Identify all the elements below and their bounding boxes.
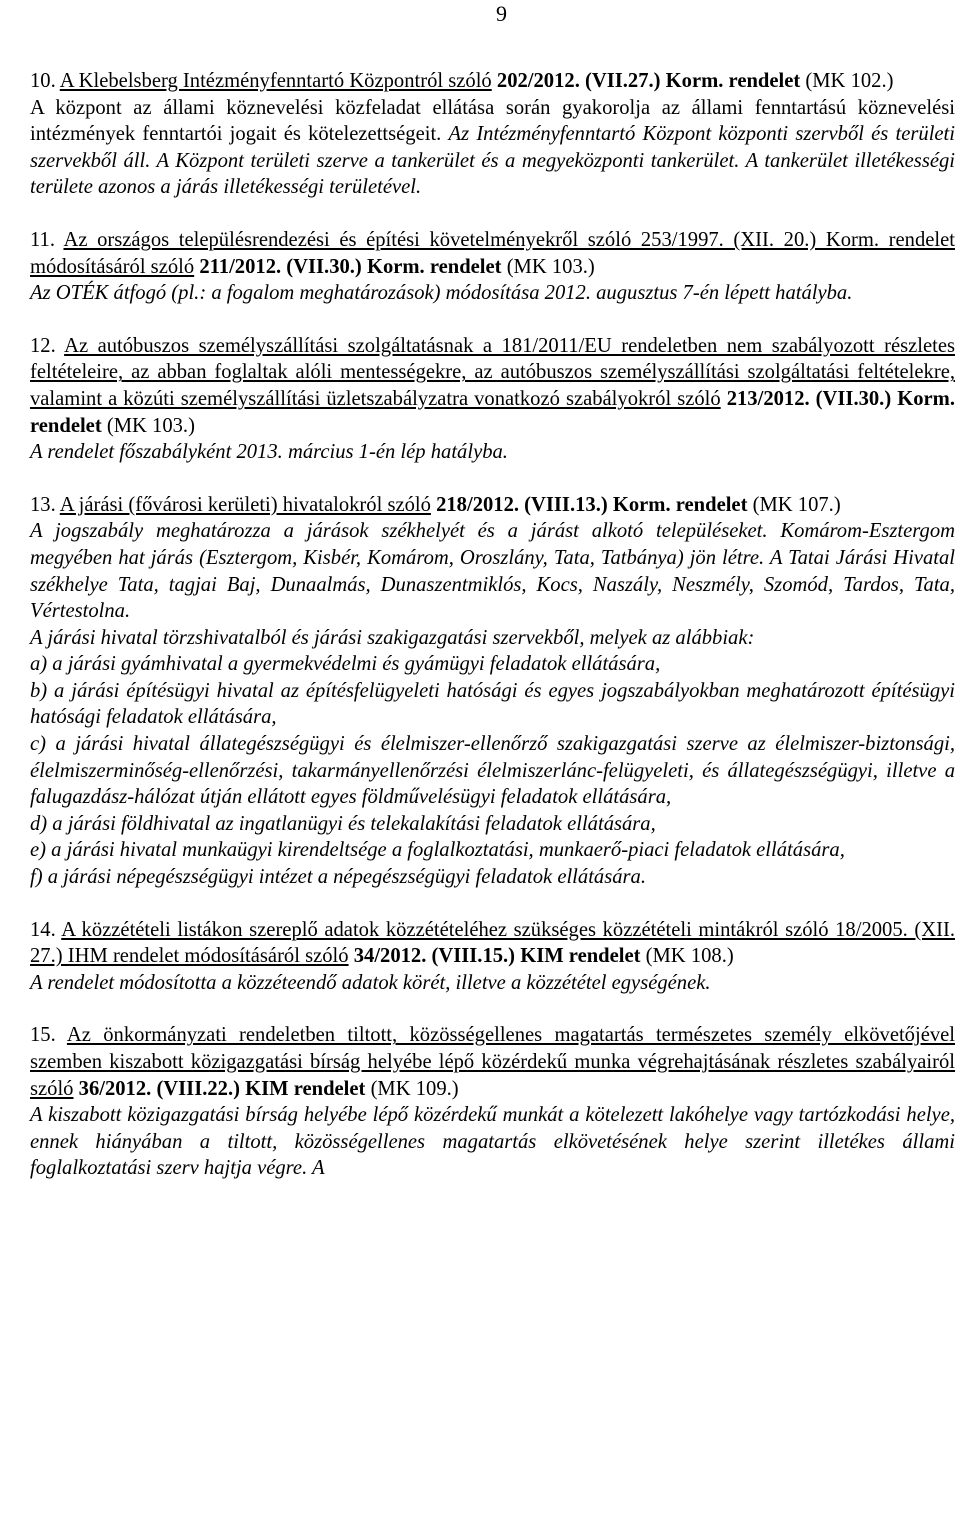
summary-italic-text: A járási hivatal törzshivatalból és járási szakigazgatási szervekből, melyek az alábbiak:: [30, 626, 755, 649]
entry-gazette: (MK 103.): [506, 255, 595, 278]
entry-summary-line: [30, 837, 955, 864]
entry-title: Az önkormányzati rendeletben tiltott, közösségellenes magatartás természetes személy elkövetőjével szemben kiszabott közigazgatási bírság helyébe lépő közérdekű munka végrehajtásának részletes szabályairól szóló: [30, 1024, 955, 1100]
entry-number: 12.: [30, 334, 56, 357]
summary-italic-text: a) a járási gyámhivatal a gyermekvédelmi és gyámügyi feladatok ellátására,: [30, 653, 661, 676]
entry-gazette: (MK 109.): [370, 1077, 459, 1100]
entry-title: A Klebelsberg Intézményfenntartó Központról szóló: [59, 70, 492, 92]
entry-summary-line: [30, 678, 955, 731]
entry-heading: [30, 492, 955, 519]
entry-reference: 218/2012. (VIII.13.) Korm. rendelet: [436, 493, 748, 516]
entry-title: A járási (fővárosi kerületi) hivatalokról szóló: [59, 493, 431, 516]
entry-number: 10.: [30, 70, 56, 92]
entry-heading: [30, 68, 955, 95]
summary-italic-text: Az OTÉK átfogó (pl.: a fogalom meghatározások) módosítása 2012. augusztus 7-én lépett hatályba.: [30, 282, 853, 305]
entry-summary-line: [30, 625, 955, 652]
legislation-entry: [30, 68, 955, 201]
summary-italic-text: A rendelet főszabályként 2013. március 1-én lép hatályba.: [30, 441, 508, 464]
entry-reference: 36/2012. (VIII.22.) KIM rendelet: [78, 1077, 366, 1100]
entry-number: 11.: [30, 228, 55, 251]
summary-italic-text: e) a járási hivatal munkaügyi kirendeltsége a foglalkoztatási, munkaerő-piaci feladatok ellátására,: [30, 839, 845, 862]
legislation-entry: [30, 227, 955, 307]
summary-italic-text: f) a járási népegészségügyi intézet a népegészségügyi feladatok ellátására.: [30, 866, 646, 889]
legislation-entry: [30, 333, 955, 466]
entry-title: A közzétételi listákon szereplő adatok közzétételéhez szükséges közzétételi mintákról szóló 18/2005. (XII. 27.) IHM rendelet módosításáról szóló: [30, 918, 955, 968]
summary-italic-text: b) a járási építésügyi hivatal az építésfelügyeleti hatósági és egyes jogszabályokban meghatározott építésügyi hatósági feladatok ellátására,: [30, 679, 955, 729]
legislation-entry: [30, 1022, 955, 1182]
entry-summary: [30, 970, 955, 997]
entry-title: Az országos településrendezési és építési követelményekről szóló 253/1997. (XII. 20.) Korm. rendelet módosításáról szóló: [30, 228, 955, 278]
entry-reference: 202/2012. (VII.27.) Korm. rendelet: [496, 70, 801, 92]
entry-title: Az autóbuszos személyszállítási szolgáltatásnak a 181/2011/EU rendeletben nem szabályozott részletes feltételeire, az abban foglaltak alóli mentességekre, az autóbuszos személyszállítási szolgáltatási feltételekre, valamint a közúti személyszállítási üzletszabályzatra vonatkozó szabályokról szóló: [30, 334, 955, 410]
summary-italic-text: A rendelet módosította a közzéteendő adatok körét, illetve a közzététel egységének.: [30, 971, 711, 994]
summary-italic-text: d) a járási földhivatal az ingatlanügyi és telekalakítási feladatok ellátására,: [30, 812, 656, 835]
entry-number: 14.: [30, 918, 56, 941]
entry-gazette: (MK 108.): [645, 945, 734, 968]
entry-heading: [30, 227, 955, 280]
entry-heading: [30, 1022, 955, 1102]
legislation-list: [30, 68, 955, 1208]
entry-reference: 213/2012. (VII.30.) Korm. rendelet: [30, 387, 955, 437]
page-number: 9: [496, 1, 507, 26]
entry-summary: [30, 1102, 955, 1182]
entry-summary: [30, 439, 955, 466]
entry-summary: [30, 518, 955, 624]
entry-gazette: (MK 102.): [805, 70, 894, 92]
entry-summary: [30, 280, 955, 307]
entry-summary: [30, 95, 955, 201]
entry-summary-line: [30, 651, 955, 678]
entry-reference: 211/2012. (VII.30.) Korm. rendelet: [199, 255, 502, 278]
summary-italic-text: Az Intézményfenntartó Központ központi szervből és területi szervekből áll. A Központ területi szerve a tankerület és a megyeközponti tankerület. A tankerület illetékességi területe azonos a járás illetékességi területével.: [30, 123, 955, 199]
summary-italic-text: A kiszabott közigazgatási bírság helyébe lépő közérdekű munkát a kötelezett lakóhelye vagy tartózkodási helye, ennek hiányában a tiltott, közösségellenes magatartás elkövetésének helye szerint illetékes állami foglalkoztatási szerv hajtja végre. A: [30, 1104, 955, 1180]
summary-italic-text: c) a járási hivatal állategészségügyi és élelmiszer-ellenőrző szakigazgatási szerve az élelmiszer-biztonsági, élelmiszerminőség-ellenőrzési, takarmányellenőrzési élelmiszerlánc-felügyeleti, és állategészségügyi, illetve a falugazdász-hálózat útján ellátott egyes földművelésügyi feladatok ellátására,: [30, 733, 955, 809]
entry-gazette: (MK 107.): [752, 493, 841, 516]
entry-heading: [30, 333, 955, 439]
entry-number: 13.: [30, 493, 56, 516]
legislation-entry: [30, 492, 955, 891]
entry-summary-line: [30, 864, 955, 891]
entry-gazette: (MK 103.): [106, 414, 195, 437]
summary-italic-text: A jogszabály meghatározza a járások székhelyét és a járást alkotó településeket. Komárom-Esztergom megyében hat járás (Esztergom, Kisbér, Komárom, Oroszlány, Tata, Tatbánya) jön létre. A Tatai Járási Hivatal székhelye Tata, tagjai Baj, Dunaalmás, Dunaszentmiklós, Kocs, Naszály, Neszmély, Szomód, Tardos, Tata, Vértestolna.: [30, 520, 955, 623]
entry-summary-line: [30, 731, 955, 811]
legislation-entry: [30, 917, 955, 997]
entry-reference: 34/2012. (VIII.15.) KIM rendelet: [353, 945, 641, 968]
entry-number: 15.: [30, 1024, 56, 1047]
entry-summary-line: [30, 811, 955, 838]
entry-heading: [30, 917, 955, 970]
summary-text: A központ az állami köznevelési közfeladat ellátása során gyakorolja az állami fenntartású köznevelési intézmények fenntartói jogait és kötelezettségeit.: [30, 96, 955, 146]
